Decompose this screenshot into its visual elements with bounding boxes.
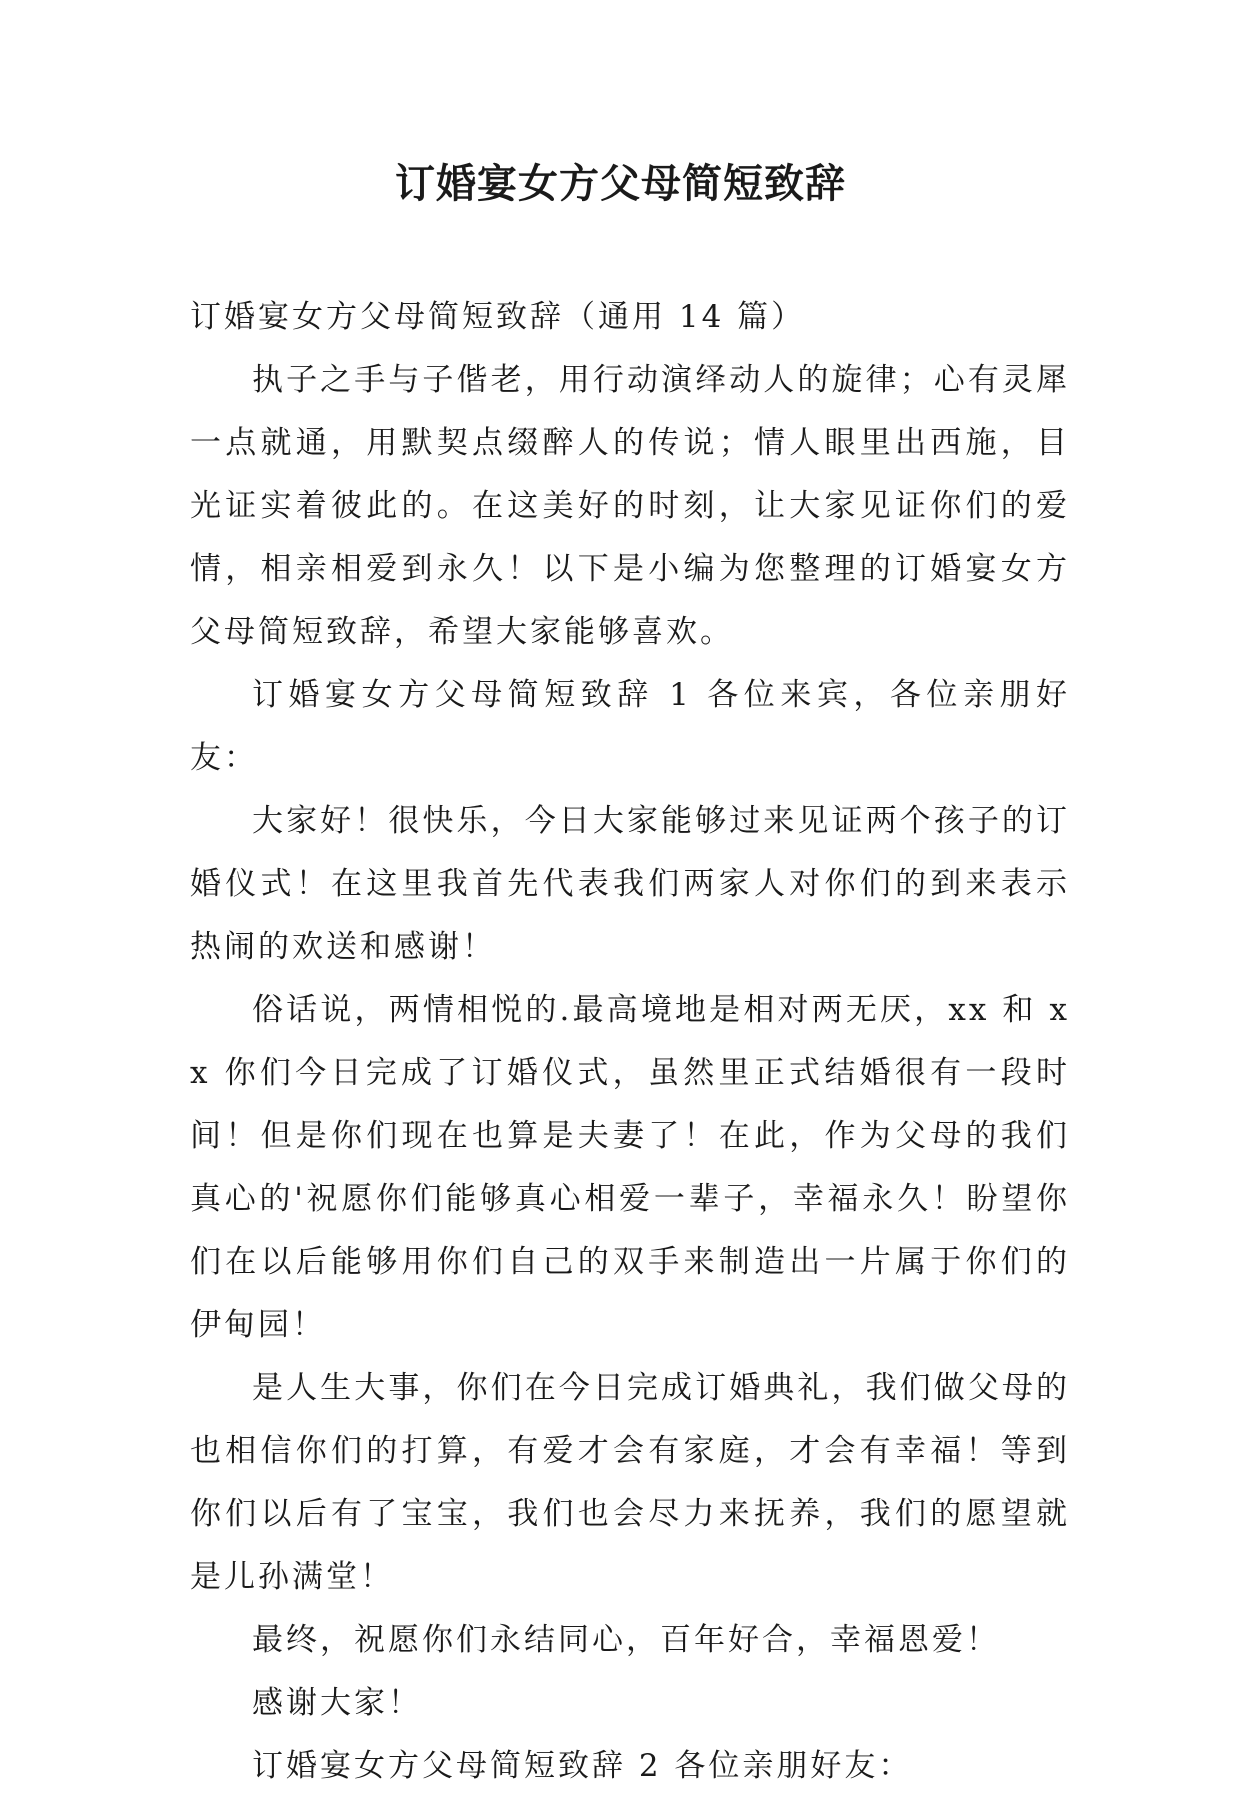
- paragraph-blessing: 俗话说，两情相悦的.最高境地是相对两无厌，xx 和 xx 你们今日完成了订婚仪式，虽然里正式结婚很有一段时间！但是你们现在也算是夫妻了！在此，作为父母的我们真心的'祝愿你们能够真心相爱一辈子，幸福永久！盼望你们在以后能够用你们自己的双手来制造出一片属于你们的伊甸园！: [190, 992, 1070, 1343]
- paragraph-greeting: 大家好！很快乐，今日大家能够过来见证两个孩子的订婚仪式！在这里我首先代表我们两家人对你们的到来表示热闹的欢送和感谢！: [190, 803, 1070, 965]
- paragraph-speech-1-heading: 订婚宴女方父母简短致辞 1 各位来宾，各位亲朋好友：: [190, 677, 1070, 776]
- paragraph-thanks: 感谢大家！: [252, 1685, 422, 1721]
- paragraph-family: 是人生大事，你们在今日完成订婚典礼，我们做父母的也相信你们的打算，有爱才会有家庭，才会有幸福！等到你们以后有了宝宝，我们也会尽力来抚养，我们的愿望就是儿孙满堂！: [190, 1370, 1070, 1595]
- paragraph-final-wish: 最终，祝愿你们永结同心，百年好合，幸福恩爱！: [252, 1622, 1000, 1658]
- document-title: 订婚宴女方父母简短致辞: [395, 160, 846, 207]
- document-body: [190, 286, 1070, 1798]
- paragraph-intro: 执子之手与子偕老，用行动演绎动人的旋律；心有灵犀一点就通，用默契点缀醉人的传说；情人眼里出西施，目光证实着彼此的。在这美好的时刻，让大家见证你们的爱情，相亲相爱到永久！以下是小编为您整理的订婚宴女方父母简短致辞，希望大家能够喜欢。: [190, 362, 1070, 650]
- paragraph-speech-2-heading: 订婚宴女方父母简短致辞 2 各位亲朋好友：: [252, 1748, 913, 1784]
- document-subtitle: 订婚宴女方父母简短致辞（通用 14 篇）: [190, 299, 806, 335]
